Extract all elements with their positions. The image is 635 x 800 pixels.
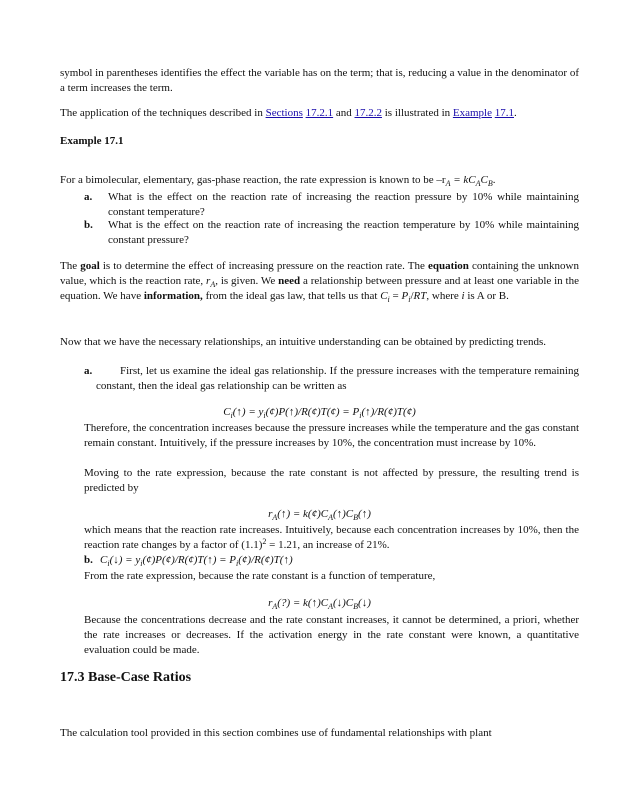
- equation-ideal-gas-pressure: $C_i(↑)$ = $y_i(¢)P(↑)/R(¢)T(¢)$ = $P_i(↑)/R(¢)T(¢)$: [223, 406, 416, 420]
- link-example-17-1[interactable]: 17.1: [494, 107, 514, 119]
- link-section-17-2-2[interactable]: 17.2.2: [354, 107, 382, 119]
- intro-paragraph: symbol in parentheses identifies the effect the variable has on the term; that is, reducing a value in the denominator of a term increases the term.: [60, 67, 579, 94]
- equation-ideal-gas-temperature: $C_i(↓)$ = $y_i(¢)P(¢)/R(¢)T(↑)$ = $P_i(¢)/R(¢)T(↑)$: [100, 554, 293, 568]
- section-heading: 17.3 Base-Case Ratios: [60, 670, 192, 685]
- link-section-17-2-1[interactable]: 17.2.1: [305, 107, 334, 119]
- equation-rate-temperature: $r_A(?)$ = $k(↑)C_A(↓)C_B(↓)$: [268, 597, 371, 611]
- answer-a: a. First, let us examine the ideal gas relationship. If the pressure increases with the temperature remaining constant, then the ideal gas relationship can be written as: [84, 365, 579, 392]
- example-heading: Example 17.1: [60, 135, 124, 147]
- answer-b: b. $C_i(↓)$ = $y_i(¢)P(¢)/R(¢)T(↑)$ = $P_i(¢)/R(¢)T(↑)$: [84, 553, 579, 568]
- because-paragraph: Because the concentrations decrease and the rate constant increases, it cannot be determined, a priori, whether the rate increases or decreases. If the activation energy in the rate constant were known, a quantitative evaluation could be made.: [84, 614, 579, 656]
- moving-paragraph: Moving to the rate expression, because the rate constant is not affected by pressure, the resulting trend is predicted by: [84, 467, 579, 494]
- goal-paragraph: The goal is to determine the effect of increasing pressure on the reaction rate. The equation containing the unknown value, which is the reaction rate, $r_A$, is given. We need a relationship between pressure and at least one variable in the equation. We have information, from the ideal gas law, that tells us that $C_i = P_i/RT$, where i is A or B.: [60, 260, 579, 304]
- link-sections[interactable]: Sections: [265, 107, 303, 119]
- question-b: b. What is the effect on the reaction rate of increasing the reaction temperature by 10% while maintaining constant pressure?: [84, 219, 579, 246]
- section-paragraph: The calculation tool provided in this section combines use of fundamental relationships with plant: [60, 727, 492, 739]
- example-statement: For a bimolecular, elementary, gas-phase reaction, the rate expression is known to be $-r_A = kC_AC_B$.: [60, 174, 496, 188]
- which-paragraph: which means that the reaction rate increases. Intuitively, because each concentration increases by 10%, then the reaction rate changes by a factor of $(1.1)^2 = 1.21$, an increase of 21%.: [84, 524, 579, 551]
- link-example[interactable]: Example: [452, 107, 492, 119]
- question-a: a. What is the effect on the reaction rate of increasing the reaction pressure by 10% while maintaining constant temperature?: [84, 191, 579, 218]
- equation-rate-pressure: $r_A(↑)$ = $k(¢)C_A(↑)C_B(↑)$: [268, 508, 371, 522]
- from-paragraph: From the rate expression, because the rate constant is a function of temperature,: [84, 570, 436, 582]
- analysis-intro: Now that we have the necessary relationships, an intuitive understanding can be obtained by predicting trends.: [60, 336, 546, 348]
- therefore-paragraph: Therefore, the concentration increases because the pressure increases while the temperature and the gas constant remain constant. Intuitively, if the pressure increases by 10%, the concentration must increase by 10%.: [84, 422, 579, 449]
- techniques-paragraph: The application of the techniques described in Sections 17.2.1 and 17.2.2 is illustrated in Example 17.1.: [60, 107, 517, 119]
